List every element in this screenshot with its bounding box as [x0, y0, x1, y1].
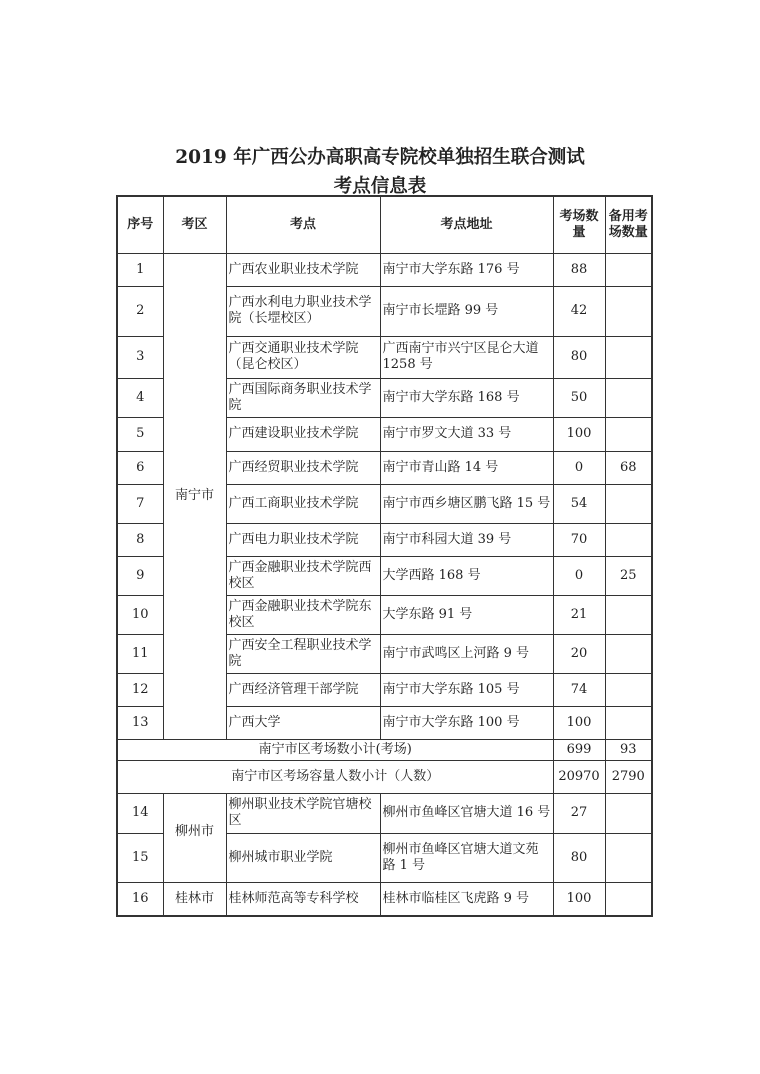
cell-backup: [605, 286, 652, 336]
cell-address: 大学西路 168 号: [380, 556, 553, 595]
subtotal-people-row: [117, 760, 652, 793]
document-title: 2019 年广西公办高职高专院校单独招生联合测试: [175, 147, 585, 168]
cell-rooms: 74: [553, 673, 605, 706]
subtotal-rooms-row: [117, 739, 652, 760]
cell-site: 广西经贸职业技术学院: [226, 451, 380, 484]
cell-backup: [605, 706, 652, 739]
cell-backup: [605, 378, 652, 417]
header-district: 考区: [163, 196, 226, 253]
cell-site: 柳州城市职业学院: [226, 833, 380, 882]
cell-address: 南宁市武鸣区上河路 9 号: [380, 634, 553, 673]
cell-site: 桂林师范高等专科学校: [226, 882, 380, 916]
cell-address: 广西南宁市兴宁区昆仑大道 1258 号: [380, 336, 553, 378]
cell-backup: [605, 336, 652, 378]
cell-seq: 12: [117, 673, 163, 706]
cell-seq: 14: [117, 793, 163, 833]
cell-seq: 15: [117, 833, 163, 882]
cell-rooms: 20: [553, 634, 605, 673]
cell-site: 广西大学: [226, 706, 380, 739]
subtotal-rooms-backup: 93: [605, 739, 652, 760]
district-guilin: 桂林市: [163, 882, 226, 916]
cell-seq: 6: [117, 451, 163, 484]
cell-site: 广西水利电力职业技术学院（长堽校区）: [226, 286, 380, 336]
header-rooms: 考场数量: [553, 196, 605, 253]
cell-backup: 25: [605, 556, 652, 595]
cell-seq: 16: [117, 882, 163, 916]
header-backup: 备用考场数量: [605, 196, 652, 253]
cell-address: 南宁市科园大道 39 号: [380, 523, 553, 556]
cell-rooms: 27: [553, 793, 605, 833]
cell-address: 柳州市鱼峰区官塘大道 16 号: [380, 793, 553, 833]
cell-seq: 2: [117, 286, 163, 336]
cell-site: 广西建设职业技术学院: [226, 417, 380, 451]
cell-site: 柳州职业技术学院官塘校区: [226, 793, 380, 833]
cell-rooms: 0: [553, 451, 605, 484]
cell-rooms: 100: [553, 706, 605, 739]
cell-backup: [605, 484, 652, 523]
header-address: 考点地址: [380, 196, 553, 253]
cell-rooms: 21: [553, 595, 605, 634]
cell-address: 南宁市青山路 14 号: [380, 451, 553, 484]
subtotal-rooms-value: 699: [553, 739, 605, 760]
cell-address: 南宁市大学东路 100 号: [380, 706, 553, 739]
cell-rooms: 88: [553, 253, 605, 286]
cell-seq: 4: [117, 378, 163, 417]
cell-site: 广西经济管理干部学院: [226, 673, 380, 706]
header-row: [117, 196, 652, 253]
cell-site: 广西农业职业技术学院: [226, 253, 380, 286]
cell-backup: [605, 595, 652, 634]
cell-seq: 1: [117, 253, 163, 286]
cell-site: 广西国际商务职业技术学院: [226, 378, 380, 417]
cell-rooms: 42: [553, 286, 605, 336]
table-row: [117, 793, 652, 833]
cell-rooms: 80: [553, 336, 605, 378]
cell-seq: 3: [117, 336, 163, 378]
cell-backup: [605, 793, 652, 833]
cell-seq: 9: [117, 556, 163, 595]
cell-address: 南宁市罗文大道 33 号: [380, 417, 553, 451]
header-seq: 序号: [117, 196, 163, 253]
cell-rooms: 70: [553, 523, 605, 556]
document-subtitle: 考点信息表: [333, 176, 427, 197]
cell-address: 南宁市大学东路 105 号: [380, 673, 553, 706]
table-row: [117, 882, 652, 916]
cell-address: 南宁市西乡塘区鹏飞路 15 号: [380, 484, 553, 523]
subtotal-people-value: 20970: [553, 760, 605, 793]
cell-address: 南宁市长堽路 99 号: [380, 286, 553, 336]
district-liuzhou: 柳州市: [163, 793, 226, 882]
cell-rooms: 50: [553, 378, 605, 417]
cell-rooms: 100: [553, 417, 605, 451]
cell-site: 广西安全工程职业技术学院: [226, 634, 380, 673]
cell-seq: 10: [117, 595, 163, 634]
cell-rooms: 80: [553, 833, 605, 882]
header-site: 考点: [226, 196, 380, 253]
cell-site: 广西金融职业技术学院西校区: [226, 556, 380, 595]
cell-backup: [605, 634, 652, 673]
cell-address: 桂林市临桂区飞虎路 9 号: [380, 882, 553, 916]
district-nanning: 南宁市: [163, 253, 226, 739]
cell-site: 广西交通职业技术学院（昆仑校区）: [226, 336, 380, 378]
cell-seq: 5: [117, 417, 163, 451]
cell-backup: [605, 882, 652, 916]
cell-seq: 13: [117, 706, 163, 739]
cell-address: 大学东路 91 号: [380, 595, 553, 634]
cell-backup: [605, 833, 652, 882]
cell-backup: 68: [605, 451, 652, 484]
cell-rooms: 54: [553, 484, 605, 523]
cell-backup: [605, 523, 652, 556]
cell-site: 广西金融职业技术学院东校区: [226, 595, 380, 634]
exam-site-table: [116, 195, 653, 917]
subtotal-people-label: 南宁市区考场容量人数小计（人数）: [117, 760, 553, 793]
cell-backup: [605, 417, 652, 451]
cell-seq: 11: [117, 634, 163, 673]
cell-backup: [605, 253, 652, 286]
cell-seq: 8: [117, 523, 163, 556]
cell-address: 柳州市鱼峰区官塘大道文苑路 1 号: [380, 833, 553, 882]
cell-backup: [605, 673, 652, 706]
table-row: [117, 253, 652, 286]
subtotal-people-backup: 2790: [605, 760, 652, 793]
cell-address: 南宁市大学东路 176 号: [380, 253, 553, 286]
cell-site: 广西电力职业技术学院: [226, 523, 380, 556]
cell-seq: 7: [117, 484, 163, 523]
cell-rooms: 100: [553, 882, 605, 916]
cell-site: 广西工商职业技术学院: [226, 484, 380, 523]
cell-rooms: 0: [553, 556, 605, 595]
cell-address: 南宁市大学东路 168 号: [380, 378, 553, 417]
subtotal-rooms-label: 南宁市区考场数小计(考场): [117, 739, 553, 760]
